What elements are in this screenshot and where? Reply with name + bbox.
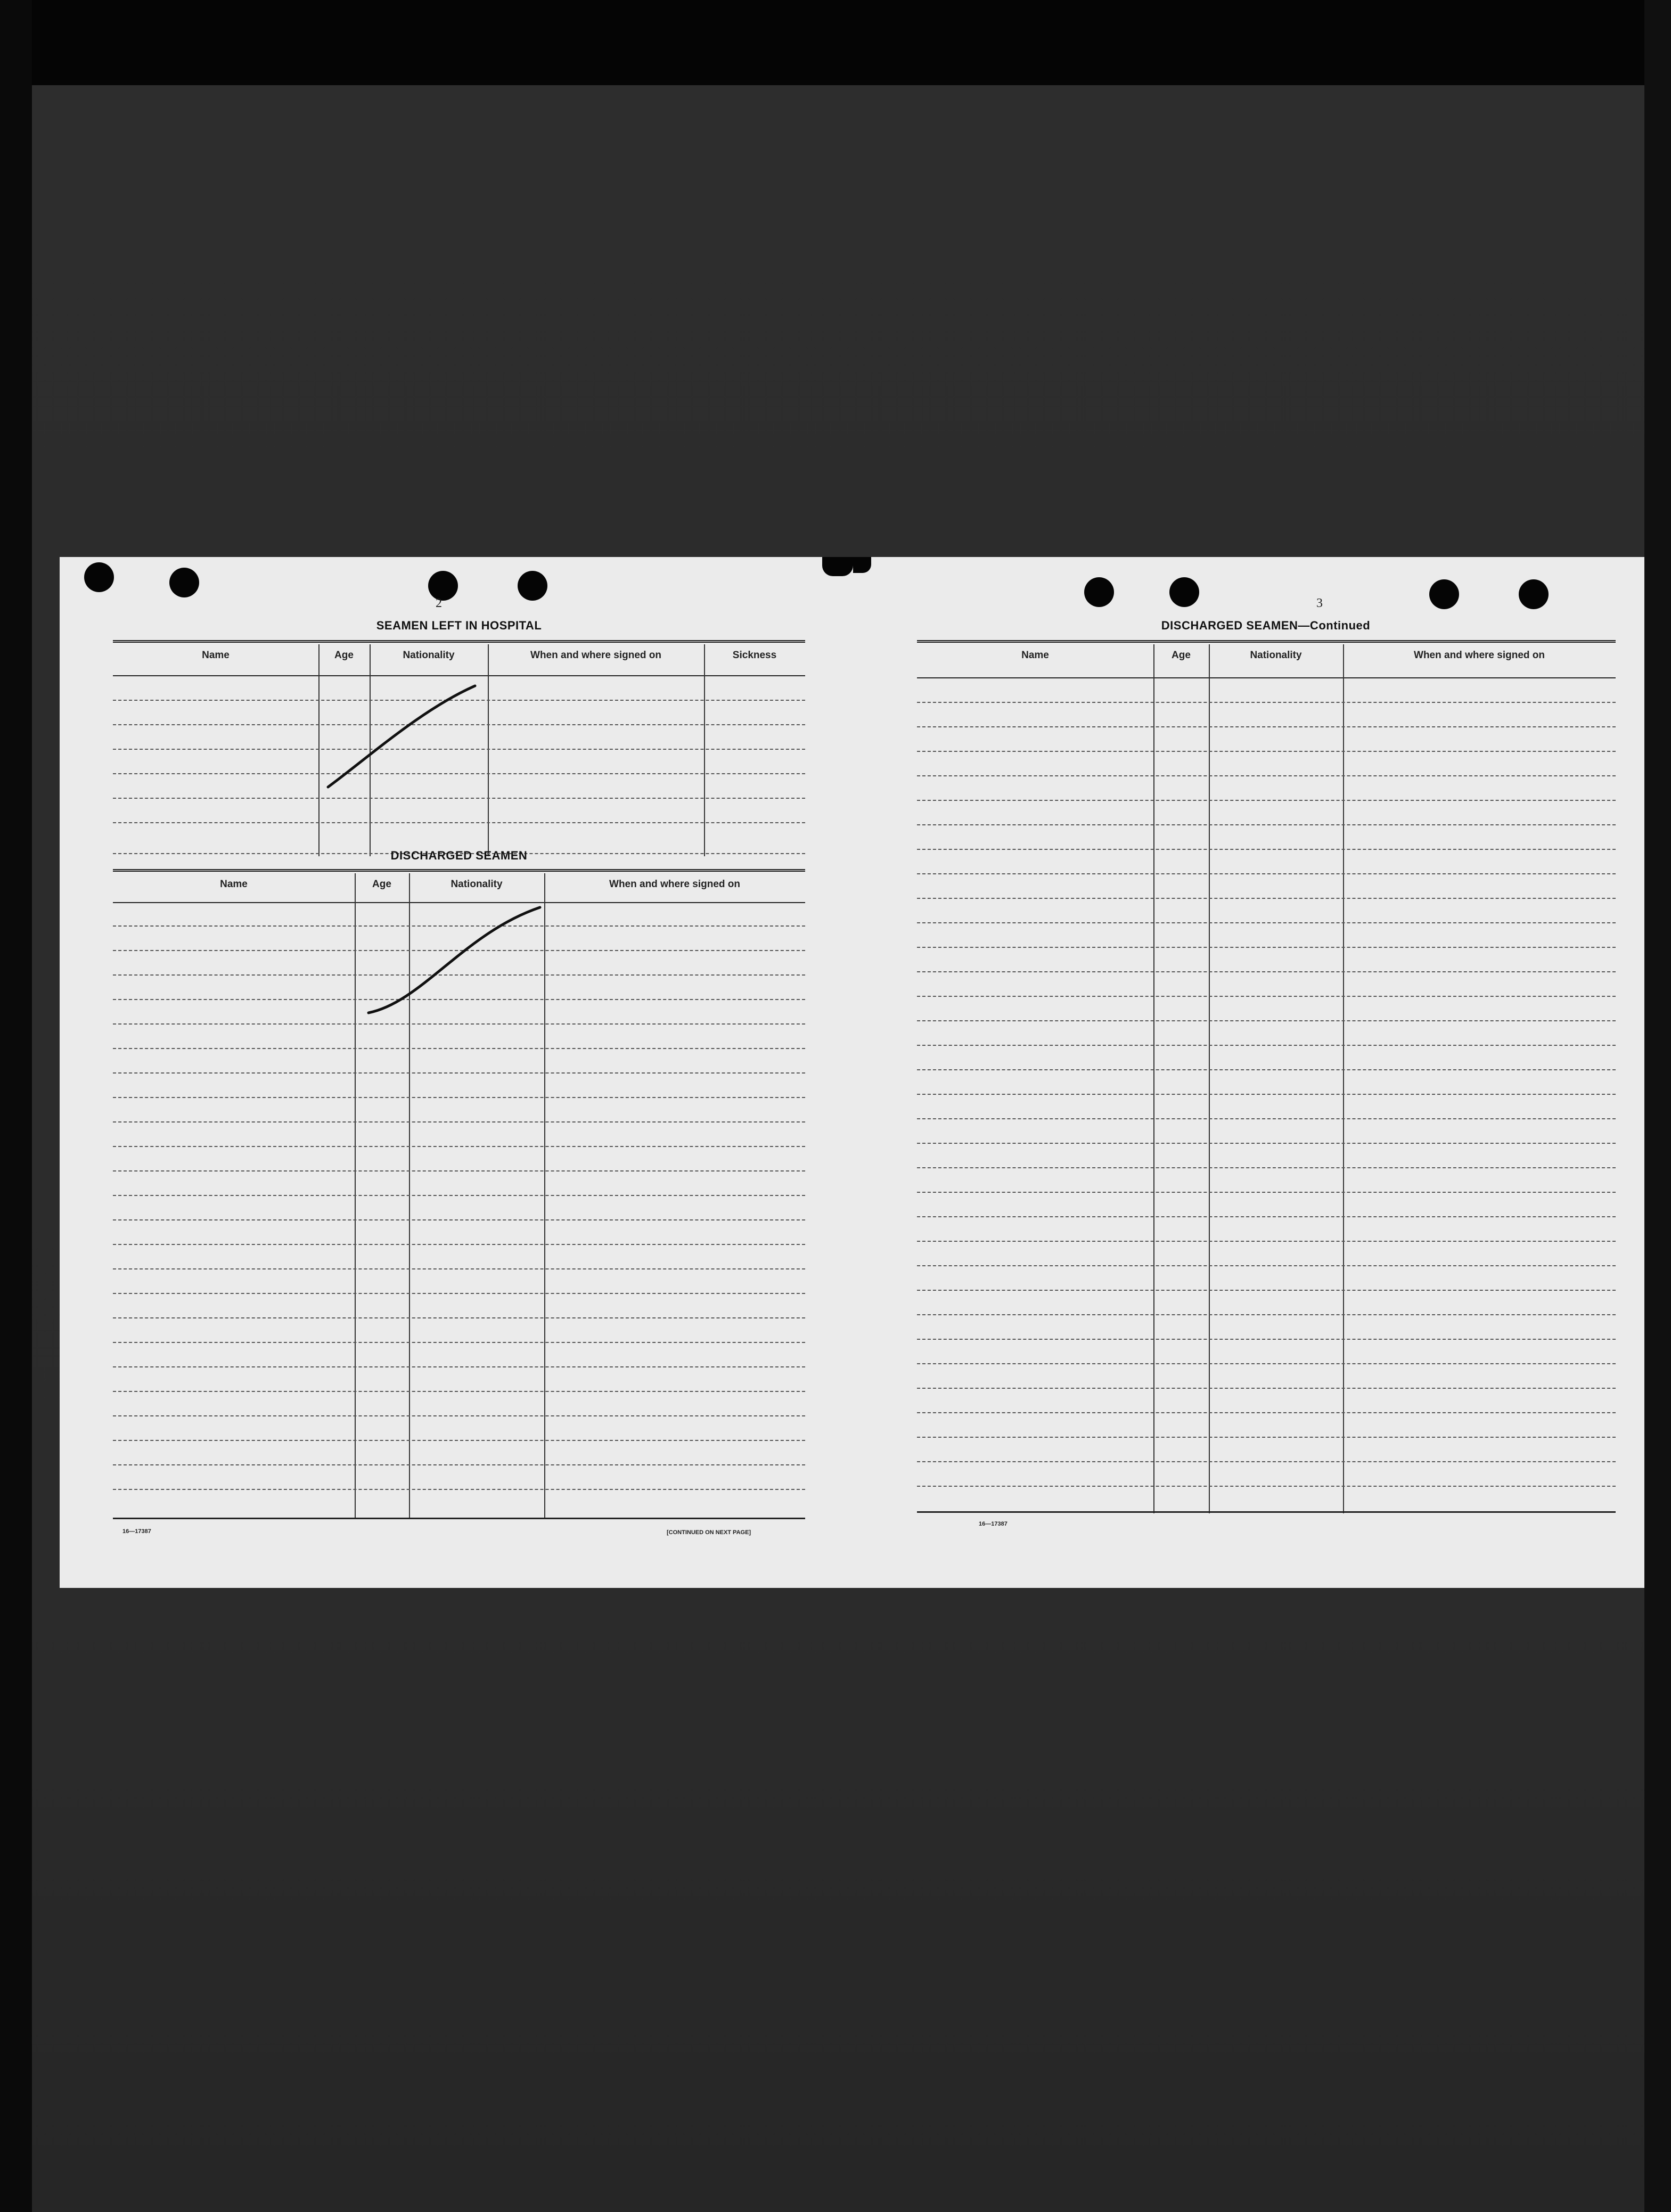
entry-line [917, 1437, 1616, 1438]
entry-line [113, 1170, 805, 1171]
form-number: 16—17387 [979, 1521, 1007, 1527]
column-header-age: Age [372, 879, 391, 890]
entry-line [113, 1464, 805, 1465]
form-number: 16—17387 [122, 1528, 151, 1535]
entry-line [917, 1290, 1616, 1291]
entry-line [113, 1268, 805, 1269]
column-header-when-where: When and where signed on [609, 879, 740, 890]
entry-line [917, 873, 1616, 874]
column-divider [488, 644, 489, 856]
entry-line [917, 1265, 1616, 1266]
discharged-continued-table [917, 640, 1616, 1513]
entry-line [113, 1489, 805, 1490]
column-header-age: Age [1172, 650, 1191, 661]
entry-line [917, 1045, 1616, 1046]
punch-hole [1429, 579, 1459, 609]
hospital-section-title: SEAMEN LEFT IN HOSPITAL [376, 619, 542, 632]
column-header-name: Name [220, 879, 248, 890]
entry-line [917, 996, 1616, 997]
entry-line [113, 1072, 805, 1074]
page-number: 3 [1316, 596, 1323, 610]
header-rule [917, 677, 1616, 678]
punch-hole [84, 562, 114, 592]
punch-hole [1519, 579, 1549, 609]
discharged-table [113, 869, 805, 1519]
entry-line [917, 922, 1616, 923]
entry-line [917, 702, 1616, 703]
entry-line [917, 1241, 1616, 1242]
column-divider [1343, 644, 1344, 1513]
column-header-age: Age [334, 650, 354, 661]
entry-line [113, 1023, 805, 1025]
entry-line [113, 798, 805, 799]
entry-line [917, 849, 1616, 850]
entry-line [917, 751, 1616, 752]
entry-line [917, 1314, 1616, 1315]
entry-line [917, 1167, 1616, 1168]
column-divider [1209, 644, 1210, 1513]
entry-line [113, 1244, 805, 1245]
entry-line [113, 1146, 805, 1147]
cancellation-stroke [326, 683, 486, 789]
column-header-nationality: Nationality [403, 650, 455, 661]
entry-line [917, 1143, 1616, 1144]
column-divider [1153, 644, 1154, 1513]
column-header-nationality: Nationality [450, 879, 503, 890]
entry-line [917, 1363, 1616, 1364]
column-header-when-where: When and where signed on [1414, 650, 1545, 661]
discharged-continued-title: DISCHARGED SEAMEN—Continued [1161, 619, 1371, 632]
column-divider [704, 644, 705, 856]
entry-line [113, 1342, 805, 1343]
entry-line [917, 1412, 1616, 1413]
entry-line [113, 1415, 805, 1416]
table-top-rule [917, 640, 1616, 643]
entry-line [113, 1219, 805, 1220]
column-header-name: Name [202, 650, 230, 661]
column-divider [355, 873, 356, 1519]
entry-line [113, 1317, 805, 1318]
hospital-table [113, 640, 805, 856]
continued-note: [CONTINUED ON NEXT PAGE] [667, 1529, 751, 1536]
entry-line [917, 1486, 1616, 1487]
scan-left-band [0, 0, 32, 2212]
entry-line [113, 1366, 805, 1367]
left-page [60, 557, 853, 1588]
page-tear [822, 557, 853, 576]
entry-line [113, 1195, 805, 1196]
table-bottom-rule [113, 1518, 805, 1519]
entry-line [917, 947, 1616, 948]
column-header-name: Name [1021, 650, 1049, 661]
punch-hole [1084, 577, 1114, 607]
header-rule [113, 675, 805, 676]
punch-hole [169, 568, 199, 597]
column-header-nationality: Nationality [1250, 650, 1302, 661]
page-number: 2 [436, 596, 442, 610]
document-sheet [60, 557, 1644, 1588]
column-header-when-where: When and where signed on [530, 650, 661, 661]
cancellation-stroke [358, 901, 550, 1018]
entry-line [917, 775, 1616, 776]
entry-line [917, 1020, 1616, 1021]
page-tear [853, 557, 871, 573]
entry-line [917, 1069, 1616, 1070]
table-top-rule [113, 640, 805, 643]
scan-right-band [1644, 0, 1671, 2212]
entry-line [113, 1293, 805, 1294]
entry-line [113, 1440, 805, 1441]
right-page [853, 557, 1644, 1588]
entry-line [113, 1097, 805, 1098]
column-divider [318, 644, 320, 856]
punch-hole [518, 571, 547, 601]
entry-line [917, 726, 1616, 727]
scan-top-band [0, 0, 1671, 85]
entry-line [113, 1048, 805, 1049]
punch-hole [1169, 577, 1199, 607]
entry-line [917, 1461, 1616, 1462]
column-header-sickness: Sickness [732, 650, 777, 661]
entry-line [917, 1094, 1616, 1095]
entry-line [917, 1388, 1616, 1389]
entry-line [917, 898, 1616, 899]
entry-line [917, 1339, 1616, 1340]
entry-line [917, 800, 1616, 801]
entry-line [113, 822, 805, 823]
entry-line [917, 971, 1616, 972]
punch-hole [428, 571, 458, 601]
entry-line [113, 1391, 805, 1392]
entry-line [113, 1121, 805, 1123]
table-bottom-rule [917, 1511, 1616, 1513]
table-top-rule [113, 869, 805, 872]
entry-line [917, 1216, 1616, 1217]
discharged-section-title: DISCHARGED SEAMEN [390, 849, 528, 862]
entry-line [917, 1192, 1616, 1193]
entry-line [917, 1118, 1616, 1119]
entry-line [917, 824, 1616, 825]
